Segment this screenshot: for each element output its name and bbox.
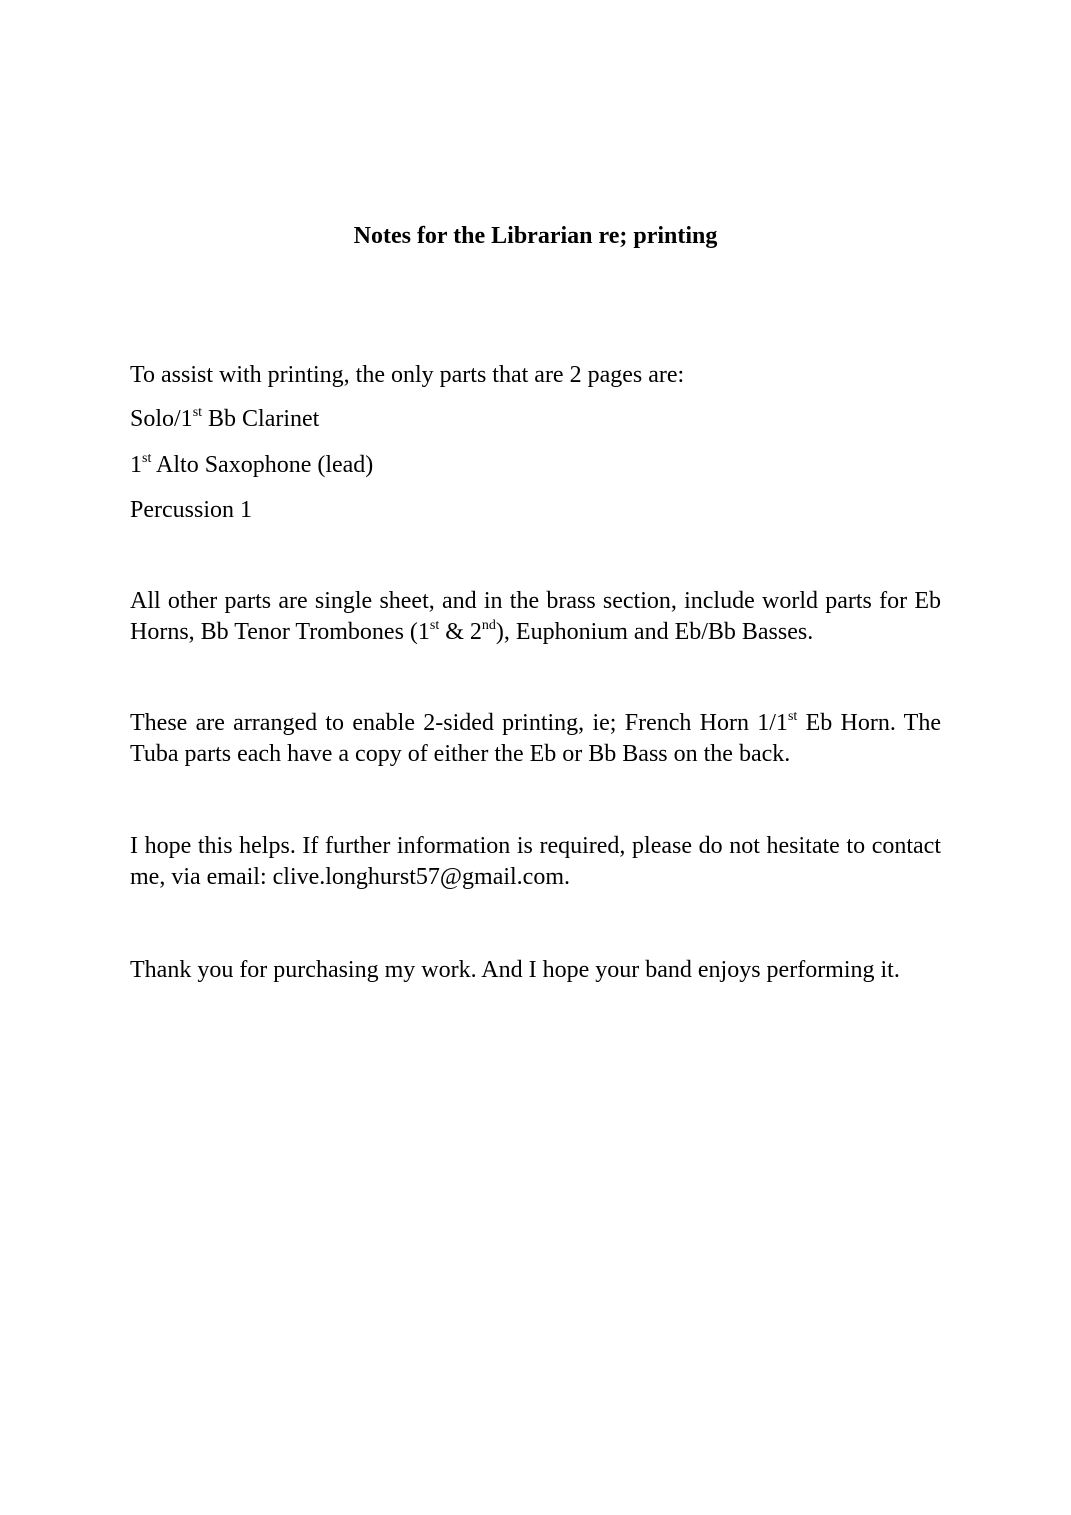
ordinal-suffix: st <box>192 405 203 420</box>
part-name-rest: Bb Clarinet <box>202 406 320 432</box>
list-item <box>130 494 941 526</box>
list-item <box>130 403 941 435</box>
part-name-prefix: 1 <box>130 452 142 478</box>
list-item <box>130 449 941 481</box>
intro-line: To assist with printing, the only parts that are 2 pages are: <box>130 362 685 388</box>
part-name-rest: Alto Saxophone (lead) <box>151 452 374 478</box>
ordinal-suffix: st <box>429 618 440 633</box>
part-name-prefix: Solo/1 <box>130 406 193 432</box>
ordinal-suffix: nd <box>481 618 496 633</box>
ordinal-suffix: st <box>787 709 798 724</box>
paragraph-text: ), Euphonium and Eb/Bb Basses. <box>495 619 814 645</box>
two-sided-paragraph <box>130 708 941 770</box>
other-parts-paragraph <box>130 586 941 648</box>
paragraph-text: Eb Horn. The Tuba parts each have a copy of either the Eb or Bb Bass on the back. <box>130 710 941 767</box>
part-name-prefix: Percussion 1 <box>130 497 252 523</box>
page-title: Notes for the Librarian re; printing <box>353 223 718 249</box>
paragraph-text: All other parts are single sheet, and in the brass section, include world parts for Eb Horns, Bb Tenor Trombones (1 <box>130 588 941 645</box>
paragraph-text: & 2 <box>439 619 482 645</box>
closing-line: Thank you for purchasing my work. And I hope your band enjoys performing it. <box>130 957 900 983</box>
help-paragraph: I hope this helps. If further information is required, please do not hesitate to contact me, via email: clive.longhurst57@gmail.com. <box>130 833 941 890</box>
paragraph-text: These are arranged to enable 2-sided printing, ie; French Horn 1/1 <box>130 710 788 736</box>
ordinal-suffix: st <box>142 451 152 466</box>
